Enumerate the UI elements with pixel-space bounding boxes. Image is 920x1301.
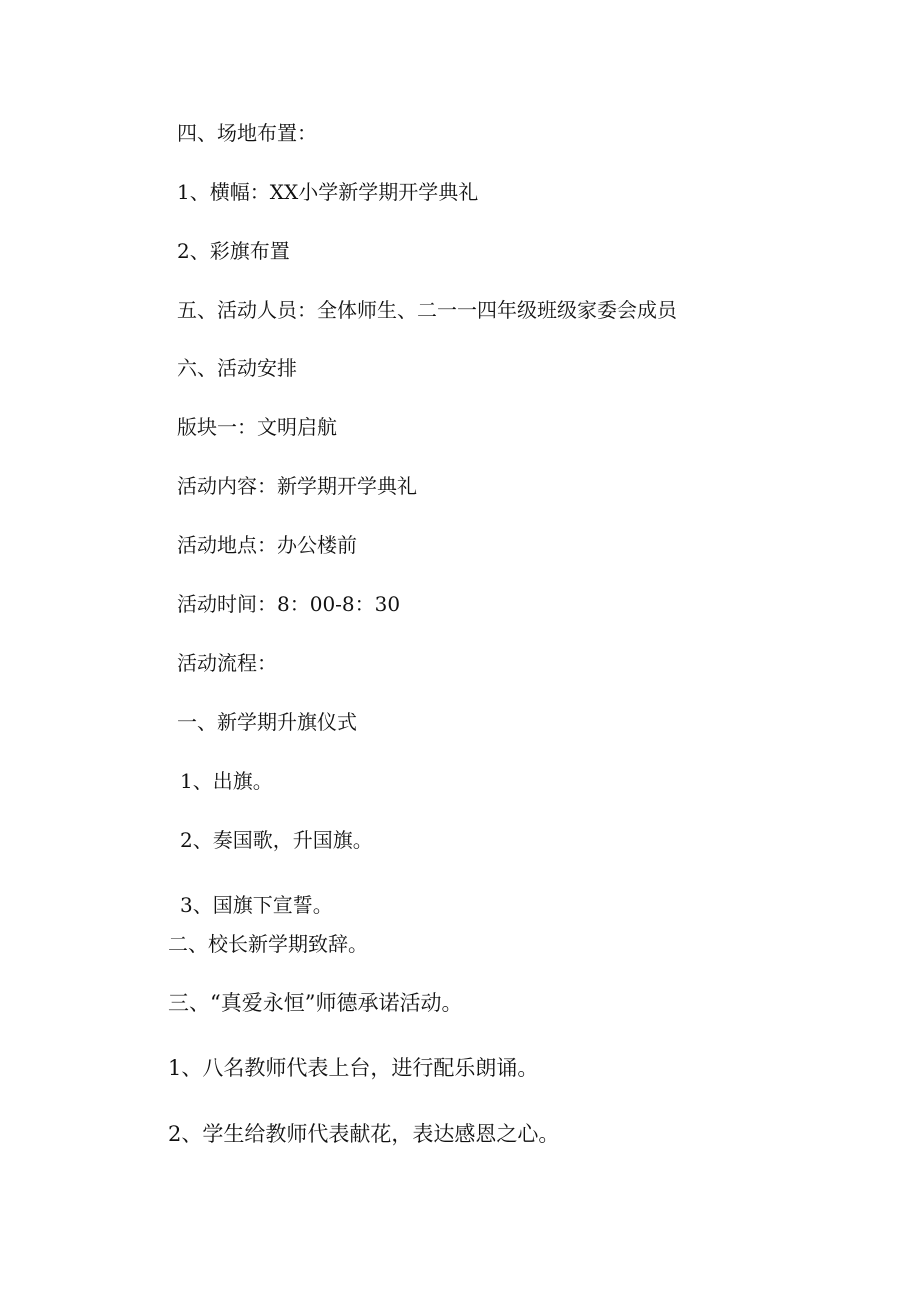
section-heading-schedule: 六、活动安排 — [177, 356, 297, 380]
section-heading-venue: 四、场地布置： — [177, 121, 317, 145]
section-heading-participants: 五、活动人员：全体师生、二一一四年级班级家委会成员 — [177, 298, 677, 322]
activity-time: 活动时间：8：00-8：30 — [177, 592, 401, 616]
venue-item-banner: 1、横幅：XX小学新学期开学典礼 — [177, 180, 479, 204]
process-step-principal-speech: 二、校长新学期致辞。 — [168, 932, 368, 956]
flag-step-3: 3、国旗下宣誓。 — [180, 893, 333, 917]
flag-step-2: 2、奏国歌，升国旗。 — [180, 828, 373, 852]
process-step-flag-ceremony: 一、新学期升旗仪式 — [177, 710, 357, 734]
pledge-step-1: 1、八名教师代表上台，进行配乐朗诵。 — [168, 1056, 539, 1080]
activity-process-heading: 活动流程： — [177, 651, 277, 675]
block-title: 版块一：文明启航 — [177, 415, 337, 439]
flag-step-1: 1、出旗。 — [180, 769, 273, 793]
process-step-teacher-pledge: 三、“真爱永恒”师德承诺活动。 — [168, 991, 463, 1015]
activity-content: 活动内容：新学期开学典礼 — [177, 474, 417, 498]
activity-location: 活动地点：办公楼前 — [177, 533, 357, 557]
pledge-step-2: 2、学生给教师代表献花，表达感恩之心。 — [168, 1122, 560, 1146]
venue-item-flags: 2、彩旗布置 — [177, 239, 290, 263]
